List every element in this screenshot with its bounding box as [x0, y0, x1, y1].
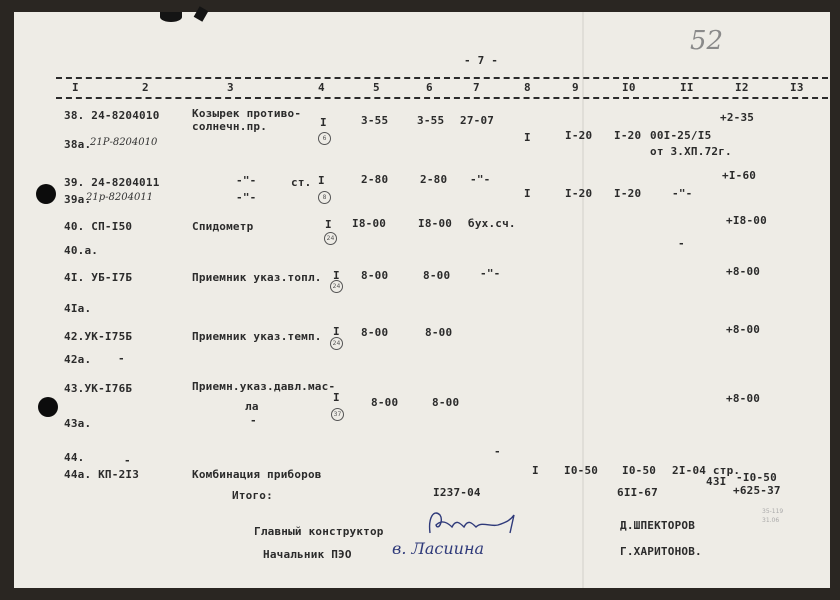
punch-hole-top: [36, 184, 56, 204]
row-39-col12: +I-60: [722, 169, 757, 182]
column-header-4: 4: [318, 81, 325, 94]
column-header-1: I: [72, 81, 79, 94]
row-41-qty: I: [333, 269, 340, 282]
peo-head-title: Начальник ПЭО: [263, 548, 352, 561]
row-44a-col10: I0-50: [622, 464, 657, 477]
chief-designer-name: Д.ШПЕКТОРОВ: [620, 519, 696, 532]
archive-number: 52: [690, 26, 724, 56]
handwritten-signature: [424, 505, 524, 539]
row-44a-col12: -I0-50: [736, 471, 777, 484]
row-42-col6: 8-00: [425, 326, 453, 339]
column-header-9: 9: [572, 81, 579, 94]
row-39a-name: -"-: [236, 191, 257, 204]
row-43-qty: I: [333, 391, 340, 404]
row-44a-col11-note: 43I: [706, 475, 727, 488]
column-header-7: 7: [473, 81, 480, 94]
row-42-col5: 8-00: [361, 326, 389, 339]
row-42-col12: +8-00: [726, 323, 761, 336]
row-43-col5: 8-00: [371, 396, 399, 409]
row-41-col12: +8-00: [726, 265, 761, 278]
page-number: - 7 -: [464, 54, 499, 67]
row-38-col7: 27-07: [460, 114, 495, 127]
row-39a-col11: -"-: [672, 187, 693, 200]
row-43-col12: +8-00: [726, 392, 761, 405]
header-bottom-rule: [56, 97, 828, 99]
row-40-badge: 24: [324, 232, 337, 245]
chief-designer-title: Главный конструктор: [254, 525, 384, 538]
row-40-col5: I8-00: [352, 217, 387, 230]
row-39a-col8: I: [524, 187, 531, 200]
row-38-badge: 6: [318, 132, 331, 145]
row-41-name: Приемник указ.топл.: [192, 271, 322, 284]
row-40-col12: +I8-00: [726, 214, 767, 227]
row-41-col5: 8-00: [361, 269, 389, 282]
row-39-note: ст.: [291, 176, 312, 189]
row-40-qty: I: [325, 218, 332, 231]
column-header-2: 2: [142, 81, 149, 94]
row-38-number: 38. 24-8204010: [64, 109, 160, 122]
row-44-number: 44.: [64, 451, 85, 464]
totals-label: Итого:: [232, 489, 273, 502]
paper-tear: [160, 12, 182, 22]
row-41-col6: 8-00: [423, 269, 451, 282]
row-44a-col8: I: [532, 464, 539, 477]
row-39a-number: 39а.: [64, 193, 92, 206]
row-44a-col9: I0-50: [564, 464, 599, 477]
row-40-col6: I8-00: [418, 217, 453, 230]
column-header-10: I0: [622, 81, 636, 94]
column-header-11: II: [680, 81, 694, 94]
column-header-8: 8: [524, 81, 531, 94]
totals-sum-3: +625-37: [733, 484, 781, 497]
peo-head-name: Г.ХАРИТОНОВ.: [620, 545, 702, 558]
column-header-3: 3: [227, 81, 234, 94]
row-40-col7: бух.сч.: [468, 217, 516, 230]
row-38-qty: I: [320, 116, 327, 129]
row-42a-number: 42а.: [64, 353, 92, 366]
row-38a-handwritten: 21Р-8204010: [90, 137, 158, 148]
row-42-qty: I: [333, 325, 340, 338]
row-40a-number: 40.а.: [64, 244, 99, 257]
row-39-name: -"-: [236, 174, 257, 187]
row-39a-col9: I-20: [565, 187, 593, 200]
row-41-badge: 24: [330, 280, 343, 293]
row-39-number: 39. 24-8204011: [64, 176, 160, 189]
column-header-12: I2: [735, 81, 749, 94]
row-42-name: Приемник указ.темп.: [192, 330, 322, 343]
row-38-col11-note: от 3.ХП.72г.: [650, 145, 732, 158]
pencil-note-2: 31.06: [762, 517, 780, 524]
row-42-badge: 24: [330, 337, 343, 350]
row-44-col7: -: [494, 445, 501, 458]
row-43-name-line2: ла: [245, 400, 259, 413]
row-43-col6: 8-00: [432, 396, 460, 409]
row-38-col12: +2-35: [720, 111, 755, 124]
column-header-5: 5: [373, 81, 380, 94]
row-38-col9: I-20: [565, 129, 593, 142]
row-44a-number: 44а. КП-2I3: [64, 468, 140, 481]
totals-sum: I237-04: [433, 486, 481, 499]
header-top-rule: [56, 77, 828, 79]
row-38-name-line2: солнечн.пр.: [192, 120, 268, 133]
row-43-badge: 37: [331, 408, 344, 421]
row-44-dash: -: [124, 454, 131, 467]
row-40a-col11: -: [678, 237, 685, 250]
row-43a-dash: -: [250, 414, 257, 427]
pencil-note-1: 35-119: [762, 508, 784, 515]
row-38-name-line1: Козырек противо-: [192, 107, 302, 120]
row-40-name: Спидометр: [192, 220, 254, 233]
row-44a-col11: 2I-04 стр.: [672, 464, 741, 477]
totals-sum-2: 6II-67: [617, 486, 658, 499]
row-39a-badge: 8: [318, 191, 331, 204]
row-38-col11: 00I-25/I5: [650, 129, 712, 142]
row-39-col5: 2-80: [361, 173, 389, 186]
row-43a-number: 43а.: [64, 417, 92, 430]
column-header-13: I3: [790, 81, 804, 94]
row-41a-number: 4Iа.: [64, 302, 92, 315]
row-38-col8: I: [524, 131, 531, 144]
row-41-col7: -"-: [480, 267, 501, 280]
row-39a-col10: I-20: [614, 187, 642, 200]
row-39-col6: 2-80: [420, 173, 448, 186]
row-42-number: 42.УК-I75Б: [64, 330, 133, 343]
column-header-6: 6: [426, 81, 433, 94]
row-41-number: 4I. УБ-I7Б: [64, 271, 133, 284]
row-38-col5: 3-55: [361, 114, 389, 127]
row-38a-number: 38а.: [64, 138, 92, 151]
row-39a-handwritten: 21р-8204011: [86, 192, 154, 203]
row-38-col10: I-20: [614, 129, 642, 142]
punch-hole-bottom: [38, 397, 58, 417]
row-44a-name: Комбинация приборов: [192, 468, 322, 481]
row-39-qty: I: [318, 174, 325, 187]
handwritten-name: в. Ласиина: [392, 539, 485, 558]
row-43-name-line1: Приемн.указ.давл.мас-: [192, 380, 336, 393]
row-43-number: 43.УК-I76Б: [64, 382, 133, 395]
row-42a-dash: -: [118, 352, 125, 365]
row-38-col6: 3-55: [417, 114, 445, 127]
row-40-number: 40. СП-I50: [64, 220, 133, 233]
row-39-col7: -"-: [470, 173, 491, 186]
